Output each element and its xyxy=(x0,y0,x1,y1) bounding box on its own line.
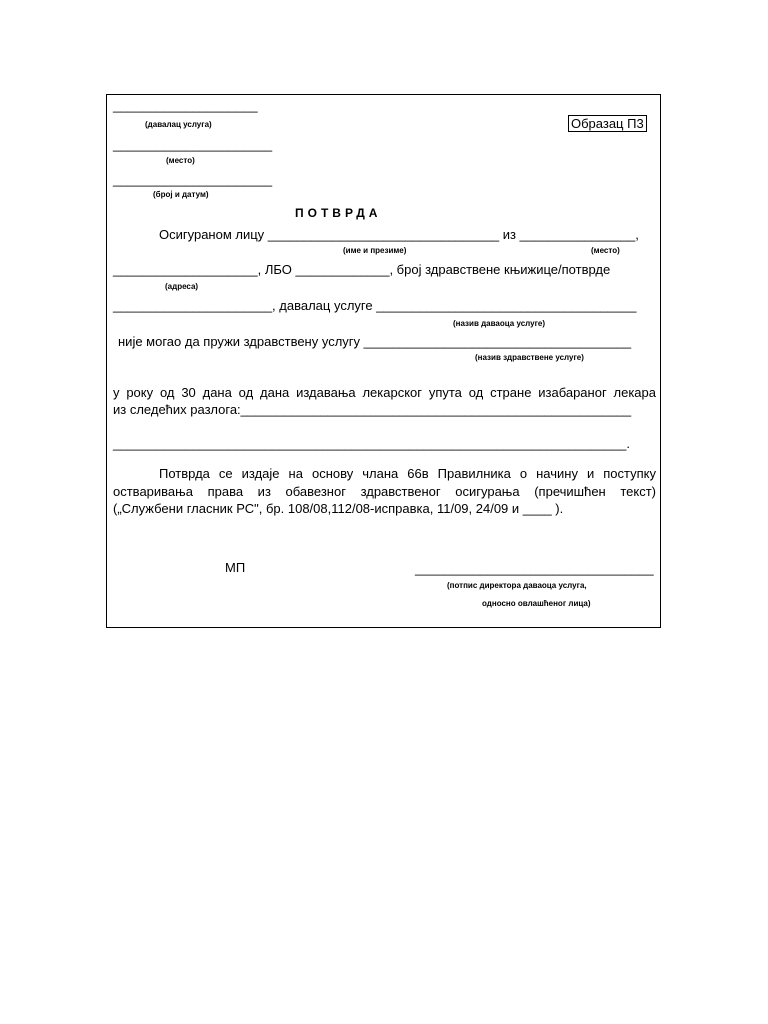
legal-basis-line-1: Потврда се издаје на основу члана 66в Правилника о начину и поступку xyxy=(159,466,656,481)
reason-line-3: _______________________________________________________________________. xyxy=(113,436,630,451)
provider-caption: (давалац услуга) xyxy=(145,120,212,129)
form-code-box: Образац П3 xyxy=(568,115,647,132)
legal-basis-line-2: остваривања права из обавезног здравственог осигурања (пречишћен текст) xyxy=(113,484,656,499)
provider-blank: ____________________ xyxy=(113,98,258,113)
stamp-label: МП xyxy=(225,560,246,575)
insured-person-line: Осигураном лицу ________________________________ из ________________, xyxy=(159,227,639,242)
legal-basis-line-3: („Службени гласник РС", бр. 108/08,112/08-исправка, 11/09, 24/09 и ____ ). xyxy=(113,501,564,516)
number-date-blank: ______________________ xyxy=(113,172,273,187)
signature-caption-2: односно овлашћеног лица) xyxy=(482,599,591,608)
signature-blank: _________________________________ xyxy=(415,561,654,576)
provider-line: ______________________, давалац услуге ____________________________________ xyxy=(113,298,637,313)
place-caption: (место) xyxy=(166,156,195,165)
address-line: ____________________, ЛБО _____________, број здравствене књижице/потврде xyxy=(113,262,611,277)
service-line: није могао да пружи здравствену услугу _____________________________________ xyxy=(118,334,632,349)
place-caption-2: (место) xyxy=(591,246,620,255)
place-blank: ______________________ xyxy=(113,137,273,152)
service-name-caption: (назив здравствене услуге) xyxy=(475,353,584,362)
number-date-caption: (број и датум) xyxy=(153,190,209,199)
provider-name-caption: (назив даваоца услуге) xyxy=(453,319,546,328)
signature-caption-1: (потпис директора даваоца услуга, xyxy=(447,581,587,590)
name-caption: (име и презиме) xyxy=(343,246,407,255)
document-title: ПОТВРДА xyxy=(295,206,382,220)
address-caption: (адреса) xyxy=(165,282,199,291)
reason-line-1: у року од 30 дана од дана издавања лекарског упута од стране изабараног лекара xyxy=(113,385,656,400)
confirmation-form xyxy=(106,94,661,628)
reason-line-2: из следећих разлога:______________________________________________________ xyxy=(113,402,632,417)
